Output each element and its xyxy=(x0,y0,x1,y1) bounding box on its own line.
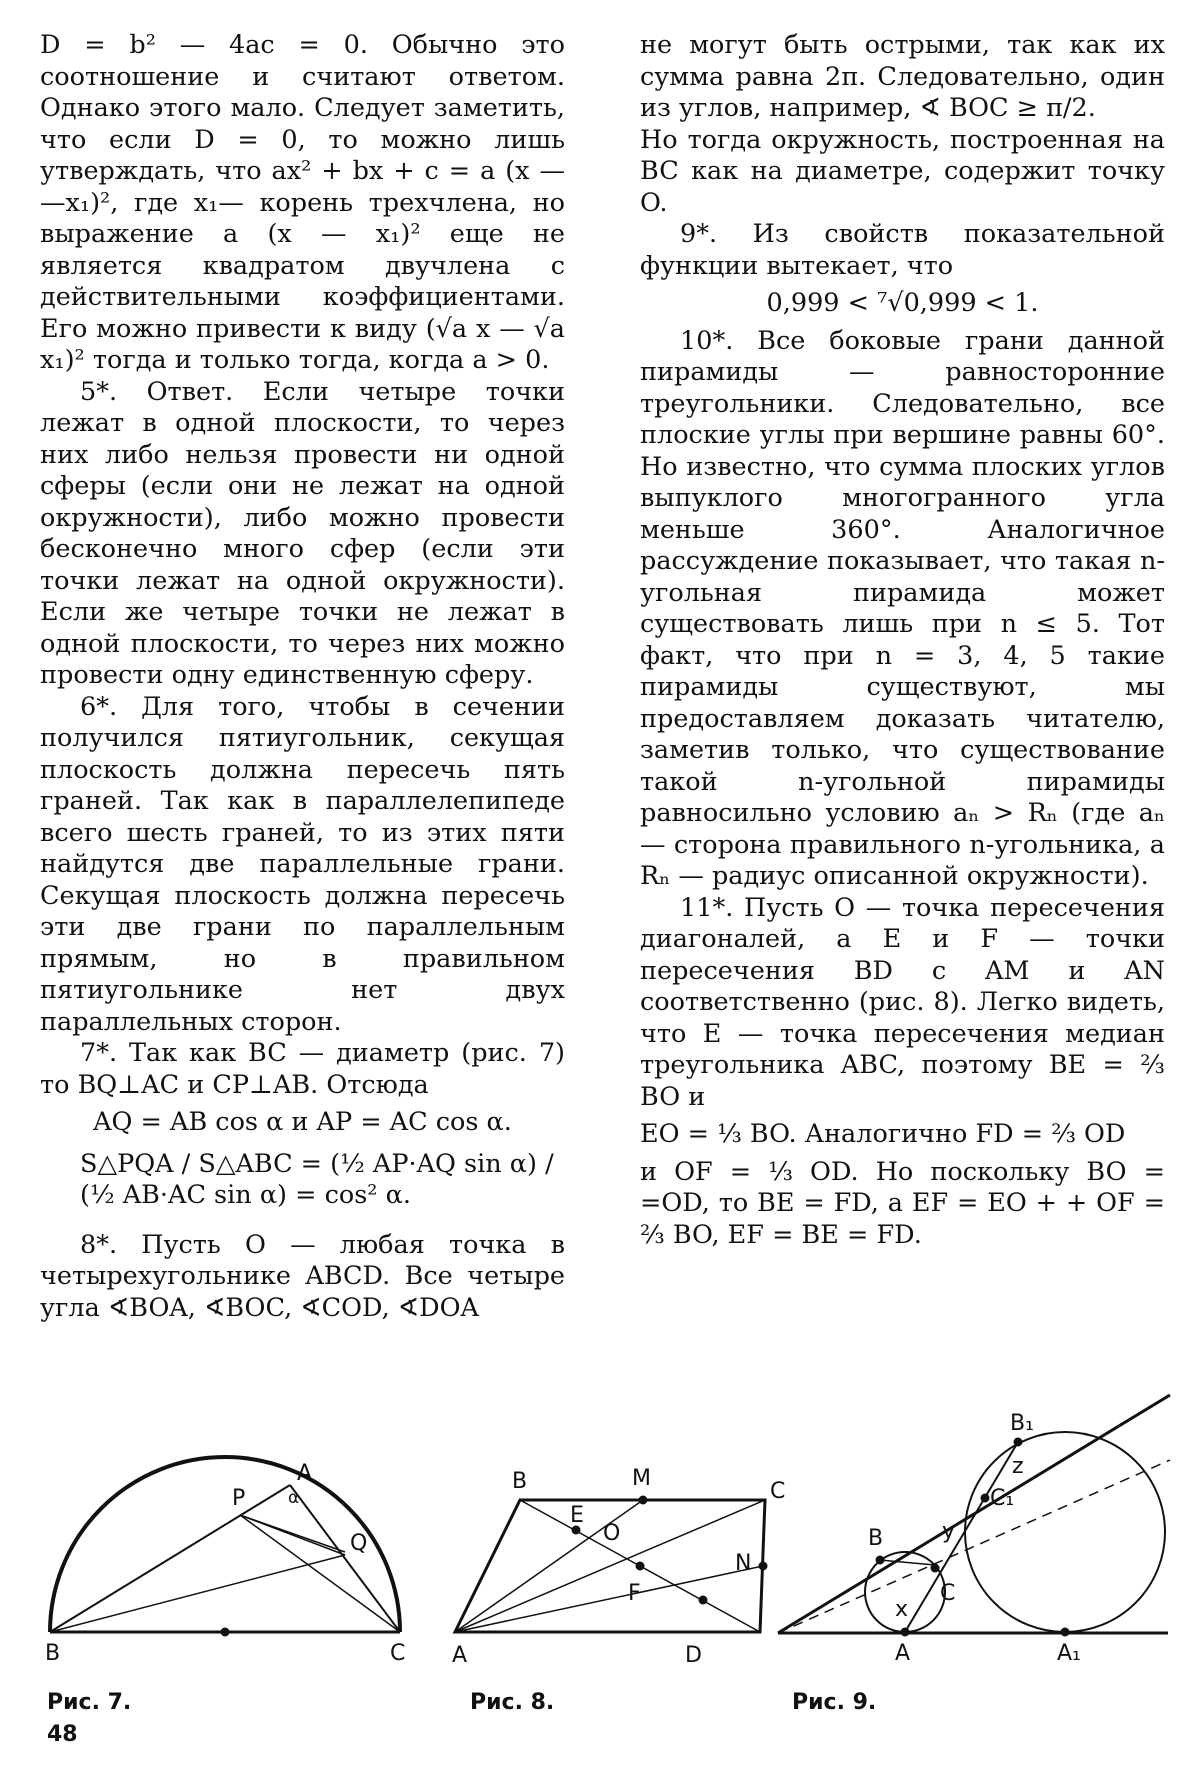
fig9-large-circle xyxy=(965,1432,1165,1632)
fig9-point-C1 xyxy=(981,1494,989,1502)
formula-eo-fd: EO = ⅓ BO. Аналогично FD = ⅔ OD xyxy=(640,1119,1126,1149)
fig9-label-y: y xyxy=(942,1519,956,1544)
paragraph-8-end: не могут быть острыми, так как их сумма равна 2π. Следовательно, один из углов, например, ∢ BOC ≥ π/2. xyxy=(640,30,1165,123)
left-column xyxy=(40,30,565,1324)
paragraph-9: 9*. Из свойств показательной функции вытекает, что xyxy=(640,219,1165,281)
fig7-center-dot xyxy=(221,1628,229,1636)
fig7-label-B: B xyxy=(45,1641,61,1666)
paragraph-6: 6*. Для того, чтобы в сечении получился пятиугольник, секущая плоскость должна пересечь пять граней. Так как в параллелепипеде всего шесть граней, то из этих пяти найдутся две параллельные грани. Секущая плоскость должна пересечь эти две грани по параллельным прямым, но в правильном пятиугольнике нет двух параллельных сторон. xyxy=(40,691,565,1037)
fig8-label-E: E xyxy=(570,1503,584,1528)
fig9-caption: Рис. 9. xyxy=(792,1690,877,1715)
fig7-line-PQ2 xyxy=(240,1515,345,1552)
fig7-semicircle xyxy=(50,1457,400,1632)
fig8-label-M: M xyxy=(632,1466,651,1491)
fig7-line-BA xyxy=(50,1485,290,1632)
fig9-label-C: C xyxy=(940,1581,956,1606)
figures-svg xyxy=(0,1370,1200,1680)
fig7-caption: Рис. 7. xyxy=(47,1690,132,1715)
fig7-label-C: C xyxy=(390,1641,406,1666)
fig9-label-A1: A₁ xyxy=(1057,1641,1081,1666)
fig9-line-upper xyxy=(778,1395,1170,1633)
formula-area-ratio: S△PQA / S△ABC = (½ AP·AQ sin α) / (½ AB·AC sin α) = cos² α. xyxy=(80,1148,554,1210)
fig7-drawing xyxy=(50,1457,400,1636)
fig9-line-AB1 xyxy=(905,1442,1018,1632)
fig8-drawing xyxy=(455,1496,767,1632)
fig9-point-B xyxy=(876,1556,884,1564)
fig8-label-B: B xyxy=(512,1469,528,1494)
fig7-label-alpha: α xyxy=(288,1488,300,1508)
fig9-label-B: B xyxy=(868,1526,884,1551)
paragraph-8: 8*. Пусть O — любая точка в четырехугольнике ABCD. Все четыре угла ∢BOA, ∢BOC, ∢COD, ∢DOA xyxy=(40,1229,565,1323)
paragraph-10: 10*. Все боковые грани данной пирамиды — равносторонние треугольники. Следовательно, все плоские углы при вершине равны 60°. Но известно, что сумма плоских углов выпуклого многогранного угла меньше 360°. Аналогичное рассуждение показывает, что такая n-угольная пирамида может существовать лишь при n ≤ 5. Тот факт, что при n = 3, 4, 5 такие пирамиды существуют, мы предоставляем доказать читателю, заметив только, что существование такой n-угольной пирамиды равносильно условию aₙ > Rₙ (где aₙ — сторона правильного n-угольника, а Rₙ — радиус описанной окружности). xyxy=(640,325,1165,891)
fig9-bisector xyxy=(778,1460,1170,1633)
fig8-label-A: A xyxy=(452,1643,468,1668)
figures-area xyxy=(0,1370,1200,1680)
fig8-label-F: F xyxy=(628,1581,641,1606)
paragraph-5: 5*. Ответ. Если четыре точки лежат в одной плоскости, то через них либо нельзя провести ни одной сферы (если они не лежат на одной окружности), либо можно провести бесконечно много сфер (если эти точки лежат на одной окружности). Если же четыре точки не лежат в одной плоскости, то через них можно провести одну единственную сферу. xyxy=(40,376,565,690)
fig7-label-A: A xyxy=(297,1461,313,1486)
fig9-point-A xyxy=(901,1628,909,1636)
fig9-drawing xyxy=(778,1395,1170,1636)
formula-root: 0,999 < ⁷√0,999 < 1. xyxy=(766,288,1039,318)
fig9-label-z: z xyxy=(1012,1454,1024,1479)
fig7-line-CP xyxy=(240,1515,400,1632)
fig8-label-N: N xyxy=(735,1551,752,1576)
paragraph-11-end: и OF = ⅓ OD. Но поскольку BO = =OD, то BE = FD, а EF = EO + + OF = ⅔ BO, EF = BE = FD. xyxy=(640,1156,1165,1250)
fig8-diagonal-AC xyxy=(455,1500,765,1632)
paragraph-4-end: D = b² — 4ac = 0. Обычно это соотношение и считают ответом. Однако этого мало. Следует заметить, что если D = 0, то можно лишь утверждать, что ax² + bx + c = a (x — —x₁)², где x₁— корень трехчлена, но выражение a (x — x₁)² еще не является квадратом двучлена с действительными коэффициентами. Его можно привести к виду (√a x — √a x₁)² тогда и только тогда, когда a > 0. xyxy=(40,30,565,375)
paragraph-7: 7*. Так как BC — диаметр (рис. 7) то BQ⊥AC и CP⊥AB. Отсюда xyxy=(40,1038,565,1100)
paragraph-8-conclusion: Но тогда окружность, построенная на BC как на диаметре, содержит точку O. xyxy=(640,124,1165,218)
fig8-point-M xyxy=(639,1496,647,1504)
fig8-label-D: D xyxy=(685,1643,702,1668)
fig9-point-A1 xyxy=(1061,1628,1069,1636)
fig9-point-C xyxy=(931,1564,939,1572)
fig7-label-Q: Q xyxy=(350,1531,368,1556)
fig8-label-O: O xyxy=(603,1521,621,1546)
fig8-point-O xyxy=(636,1562,644,1570)
fig8-point-F xyxy=(699,1596,707,1604)
formula-aq-ap: AQ = AB cos α и AP = AC cos α. xyxy=(93,1107,512,1137)
fig8-label-C: C xyxy=(770,1479,786,1504)
right-column xyxy=(640,30,1165,1251)
fig9-tangent-BC xyxy=(880,1560,935,1565)
fig9-label-A: A xyxy=(895,1641,911,1666)
fig7-line-BQ xyxy=(50,1555,345,1632)
paragraph-11: 11*. Пусть O — точка пересечения диагоналей, а E и F — точки пересечения BD с AM и AN соответственно (рис. 8). Легко видеть, что E — точка пересечения медиан треугольника ABC, поэтому BE = ⅔ BO и xyxy=(640,892,1165,1112)
fig9-label-B1: B₁ xyxy=(1010,1411,1034,1436)
page-number: 48 xyxy=(47,1722,78,1747)
fig7-label-P: P xyxy=(232,1486,246,1511)
fig8-point-N xyxy=(759,1562,767,1570)
fig8-caption: Рис. 8. xyxy=(470,1690,555,1715)
fig9-point-B1 xyxy=(1014,1438,1022,1446)
fig9-label-C1: C₁ xyxy=(990,1486,1015,1511)
fig9-label-x: x xyxy=(895,1597,909,1622)
